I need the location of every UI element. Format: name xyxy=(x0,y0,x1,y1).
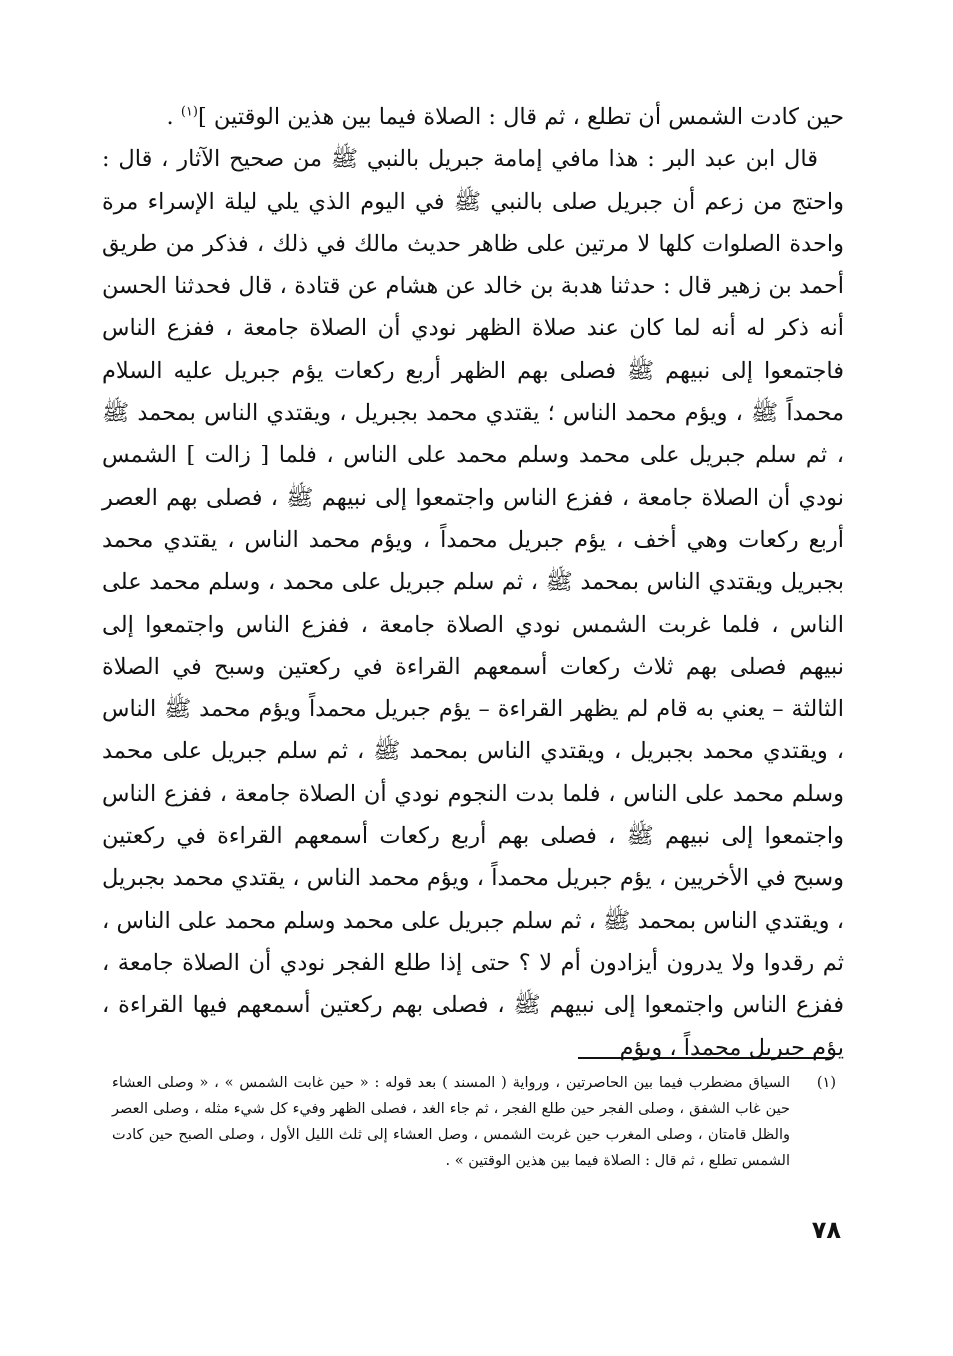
body-paragraph: قال ابن عبد البر : هذا مافي إمامة جبريل بالنبي ﷺ من صحيح الآثار ، قال : واحتج من زعم أن جبريل صلى بالنبي ﷺ في اليوم الذي يلي ليلة الإسراء مرة واحدة الصلوات كلها لا مرتين على ظاهر حديث مالك في ذلك ، فذكر من طريق أحمد بن زهير قال : حدثنا هدبة بن خالد عن هشام عن قتادة ، قال فحدثنا الحسن أنه ذكر له أنه لما كان عند صلاة الظهر نودي أن الصلاة جامعة ، ففزع الناس فاجتمعوا إلى نبيهم ﷺ فصلى بهم الظهر أربع ركعات يؤم جبريل عليه السلام محمداً ﷺ ، ويؤم محمد الناس ؛ يقتدي محمد بجبريل ، ويقتدي الناس بمحمد ﷺ ، ثم سلم جبريل على محمد وسلم محمد على الناس ، فلما [ زالت ] الشمس نودي أن الصلاة جامعة ، ففزع الناس واجتمعوا إلى نبيهم ﷺ ، فصلى بهم العصر أربع ركعات وهي أخف ، يؤم جبريل محمداً ، ويؤم محمد الناس ، يقتدي محمد بجبريل ويقتدي الناس بمحمد ﷺ ، ثم سلم جبريل على محمد ، وسلم محمد على الناس ، فلما غربت الشمس نودي الصلاة جامعة ، ففزع الناس واجتمعوا إلى نبيهم فصلى بهم ثلاث ركعات أسمعهم القراءة في ركعتين وسبح في الصلاة الثالثة – يعني به قام لم يظهر القراءة – يؤم جبريل محمداً ويؤم محمد ﷺ الناس ، ويقتدي محمد بجبريل ، ويقتدي الناس بمحمد ﷺ ، ثم سلم جبريل على محمد وسلم محمد على الناس ، فلما بدت النجوم نودي أن الصلاة جامعة ، ففزع الناس واجتمعوا إلى نبيهم ﷺ ، فصلى بهم أربع ركعات أسمعهم القراءة في ركعتين وسبح في الأخريين ، يؤم جبريل محمداً ، ويؤم محمد الناس ، يقتدي محمد بجبريل ، ويقتدي الناس بمحمد ﷺ ، ثم سلم جبريل على محمد وسلم محمد على الناس ، ثم رقدوا ولا يدرون أيزادون أم لا ؟ حتى إذا طلع الفجر نودي أن الصلاة جامعة ، ففزع الناس واجتمعوا إلى نبيهم ﷺ ، فصلى بهم ركعتين أسمعهم فيها القراءة ، يؤم جبريل محمداً ، ويؤم xyxy=(102,146,845,1061)
footnote-marker: (١) xyxy=(816,1075,836,1091)
page-number: ٧٨ xyxy=(811,1216,841,1244)
footnote-reference: (١) xyxy=(180,104,198,120)
main-text-block xyxy=(102,96,844,1069)
footnote-separator xyxy=(578,1057,832,1059)
opening-line-text: حين كادت الشمس أن تطلع ، ثم قال : الصلاة فيما بين هذين الوقتين ] xyxy=(197,104,844,130)
opening-line xyxy=(102,96,844,138)
footnote-text: السياق مضطرب فيما بين الحاصرتين ، ورواية ( المسند ) بعد قوله : « حين غابت الشمس » ، « وصلى العشاء حين غاب الشفق ، وصلى الفجر حين طلع الفجر ، ثم جاء الغد ، فصلى الظهر وفيء كل شيء مثله ، وصلى العصر والظل قامتان ، وصلى المغرب حين غربت الشمس ، وصل العشاء إلى ثلث الليل الأول ، وصلى الصبح حين كادت الشمس تطلع ، ثم قال : الصلاة فيما بين هذين الوقتين » . xyxy=(112,1075,790,1169)
footnote xyxy=(112,1070,842,1174)
opening-line-end: . xyxy=(166,104,181,130)
